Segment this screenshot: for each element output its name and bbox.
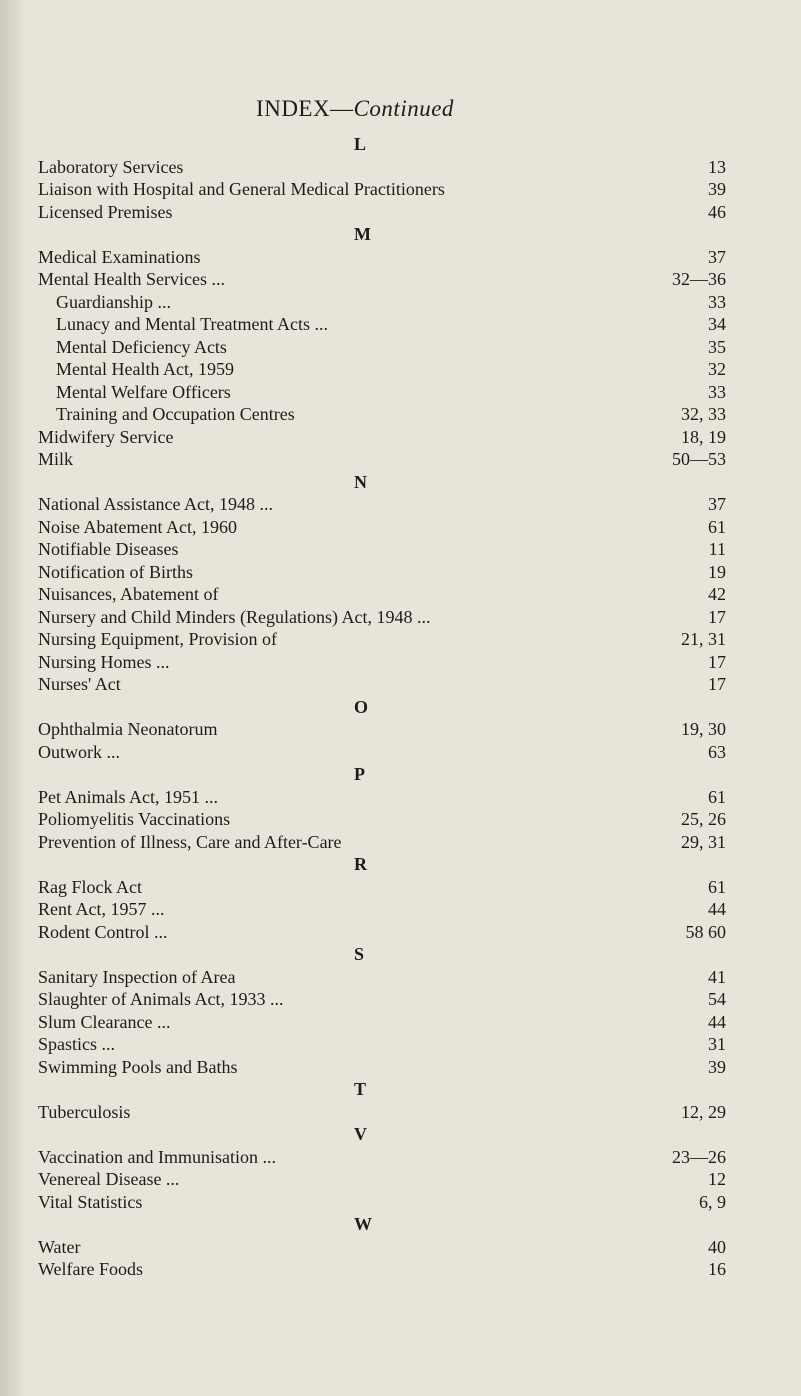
entry-page: 37 (708, 246, 726, 267)
entry-page: 13 (708, 156, 726, 177)
entry-label: Mental Welfare Officers (56, 381, 231, 402)
index-entry (0, 651, 801, 674)
section-letter: L (354, 134, 367, 154)
entry-page: 35 (708, 336, 726, 357)
entry-label: Slaughter of Animals Act, 1933 ... (38, 989, 284, 1009)
index-entry (0, 1236, 801, 1259)
entry-label: Outwork ... (38, 741, 120, 762)
index-entry (0, 448, 801, 471)
entry-label: Sanitary Inspection of Area (38, 966, 236, 987)
entry-page: 21, 31 (681, 629, 726, 649)
entry-page: 17 (708, 674, 726, 694)
section-letter: R (354, 854, 367, 874)
entry-page: 31 (708, 1034, 726, 1054)
entry-page: 44 (708, 1011, 726, 1032)
index-entry (0, 898, 801, 921)
index-entry (0, 201, 801, 224)
index-entry (0, 358, 801, 381)
index-entry (0, 966, 801, 989)
entry-label: Welfare Foods (38, 1259, 144, 1279)
index-list (0, 133, 801, 1281)
index-entry (0, 583, 801, 606)
entry-label: Nuisances, Abatement of (38, 584, 219, 604)
entry-page: 12, 29 (681, 1101, 726, 1122)
entry-label: Noise Abatement Act, 1960 (38, 516, 237, 537)
section-letter: S (354, 944, 365, 964)
entry-label: Nurses' Act (38, 674, 121, 694)
index-entry (0, 561, 801, 584)
entry-page: 33 (708, 381, 726, 402)
entry-page: 25, 26 (681, 809, 726, 829)
index-entry (0, 1191, 801, 1214)
index-entry (0, 291, 801, 314)
entry-page: 33 (708, 291, 726, 312)
index-entry (0, 876, 801, 899)
entry-label: Laboratory Services (38, 156, 184, 177)
section-letter: W (354, 1214, 372, 1234)
entry-label: Medical Examinations (38, 246, 201, 267)
entry-page: 39 (708, 179, 726, 199)
index-entry (0, 1101, 801, 1124)
entry-label: Rodent Control ... (38, 921, 168, 942)
entry-page: 42 (708, 584, 726, 604)
entry-page: 12 (708, 1169, 726, 1189)
index-entry (0, 246, 801, 269)
entry-page: 39 (708, 1056, 726, 1077)
index-entry (0, 268, 801, 291)
entry-label: Prevention of Illness, Care and After-Care (38, 831, 342, 852)
index-entry (0, 156, 801, 179)
entry-page: 54 (708, 989, 726, 1009)
index-entry (0, 988, 801, 1011)
entry-page: 17 (708, 606, 726, 627)
entry-page: 6, 9 (699, 1191, 726, 1212)
index-entry (0, 786, 801, 809)
entry-label: Slum Clearance ... (38, 1011, 171, 1032)
entry-label: Mental Health Services ... (38, 269, 225, 289)
entry-label: Notifiable Diseases (38, 539, 179, 559)
entry-label: Swimming Pools and Baths (38, 1056, 238, 1077)
entry-label: Rag Flock Act (38, 876, 142, 897)
entry-page: 44 (708, 899, 726, 919)
entry-page: 63 (708, 741, 726, 762)
entry-label: Guardianship ... (56, 291, 171, 312)
entry-page: 61 (708, 876, 726, 897)
entry-label: Poliomyelitis Vaccinations (38, 809, 231, 829)
entry-page: 37 (708, 494, 726, 514)
index-entry (0, 1168, 801, 1191)
entry-label: Water (38, 1236, 81, 1257)
index-entry (0, 516, 801, 539)
index-entry (0, 381, 801, 404)
entry-label: Mental Deficiency Acts (56, 336, 227, 357)
section-letter: V (354, 1124, 367, 1144)
entry-page: 23—26 (672, 1146, 726, 1167)
index-entry (0, 1146, 801, 1169)
index-entry (0, 831, 801, 854)
entry-page: 40 (708, 1236, 726, 1257)
entry-label: Nursing Homes ... (38, 651, 170, 672)
entry-page: 61 (708, 516, 726, 537)
entry-page: 32—36 (672, 269, 726, 289)
index-entry (0, 1033, 801, 1056)
entry-label: Milk (38, 449, 74, 469)
title-main: INDEX— (256, 96, 354, 121)
index-entry (0, 1056, 801, 1079)
section-letter: O (354, 696, 369, 717)
entry-label: Vital Statistics (38, 1191, 143, 1212)
entry-label: Spastics ... (38, 1034, 116, 1054)
index-entry (0, 313, 801, 336)
entry-label: Lunacy and Mental Treatment Acts ... (56, 314, 328, 334)
index-entry (0, 921, 801, 944)
entry-page: 32, 33 (681, 404, 726, 424)
index-entry (0, 403, 801, 426)
entry-label: Mental Health Act, 1959 (56, 359, 234, 379)
entry-page: 50—53 (672, 449, 726, 469)
section-letter: T (354, 1079, 367, 1099)
entry-page: 58 60 (685, 921, 726, 942)
entry-page: 41 (708, 966, 726, 987)
index-entry (0, 673, 801, 696)
index-entry (0, 628, 801, 651)
entry-label: Venereal Disease ... (38, 1169, 180, 1189)
entry-label: Licensed Premises (38, 201, 173, 222)
entry-label: Nursing Equipment, Provision of (38, 629, 277, 649)
entry-label: National Assistance Act, 1948 ... (38, 494, 273, 514)
index-entry (0, 538, 801, 561)
entry-page: 61 (708, 786, 726, 807)
index-entry (0, 336, 801, 359)
entry-label: Training and Occupation Centres (56, 404, 295, 424)
entry-page: 19, 30 (681, 719, 726, 739)
entry-label: Nursery and Child Minders (Regulations) Act, 1948 ... (38, 606, 431, 627)
index-entry (0, 606, 801, 629)
page-title (0, 96, 710, 122)
entry-label: Ophthalmia Neonatorum (38, 719, 218, 739)
entry-page: 19 (708, 561, 726, 582)
index-entry (0, 1011, 801, 1034)
entry-label: Vaccination and Immunisation ... (38, 1146, 276, 1167)
entry-page: 29, 31 (681, 831, 726, 852)
entry-page: 32 (708, 359, 726, 379)
entry-page: 46 (708, 201, 726, 222)
index-entry (0, 808, 801, 831)
section-letter: P (354, 764, 365, 784)
section-letter: N (354, 471, 367, 492)
entry-page: 18, 19 (681, 426, 726, 447)
index-entry (0, 426, 801, 449)
section-letter: M (354, 224, 371, 244)
entry-label: Pet Animals Act, 1951 ... (38, 786, 218, 807)
entry-label: Tuberculosis (38, 1101, 131, 1122)
index-entry (0, 741, 801, 764)
title-continued: Continued (353, 96, 454, 121)
entry-label: Rent Act, 1957 ... (38, 899, 165, 919)
index-entry (0, 493, 801, 516)
index-entry (0, 178, 801, 201)
entry-page: 16 (708, 1259, 726, 1279)
entry-page: 17 (708, 651, 726, 672)
index-entry (0, 1258, 801, 1281)
entry-page: 34 (708, 314, 726, 334)
entry-label: Notification of Births (38, 561, 193, 582)
entry-label: Liaison with Hospital and General Medical Practitioners (38, 179, 445, 199)
entry-page: 11 (708, 539, 726, 559)
entry-label: Midwifery Service (38, 426, 174, 447)
index-entry (0, 718, 801, 741)
